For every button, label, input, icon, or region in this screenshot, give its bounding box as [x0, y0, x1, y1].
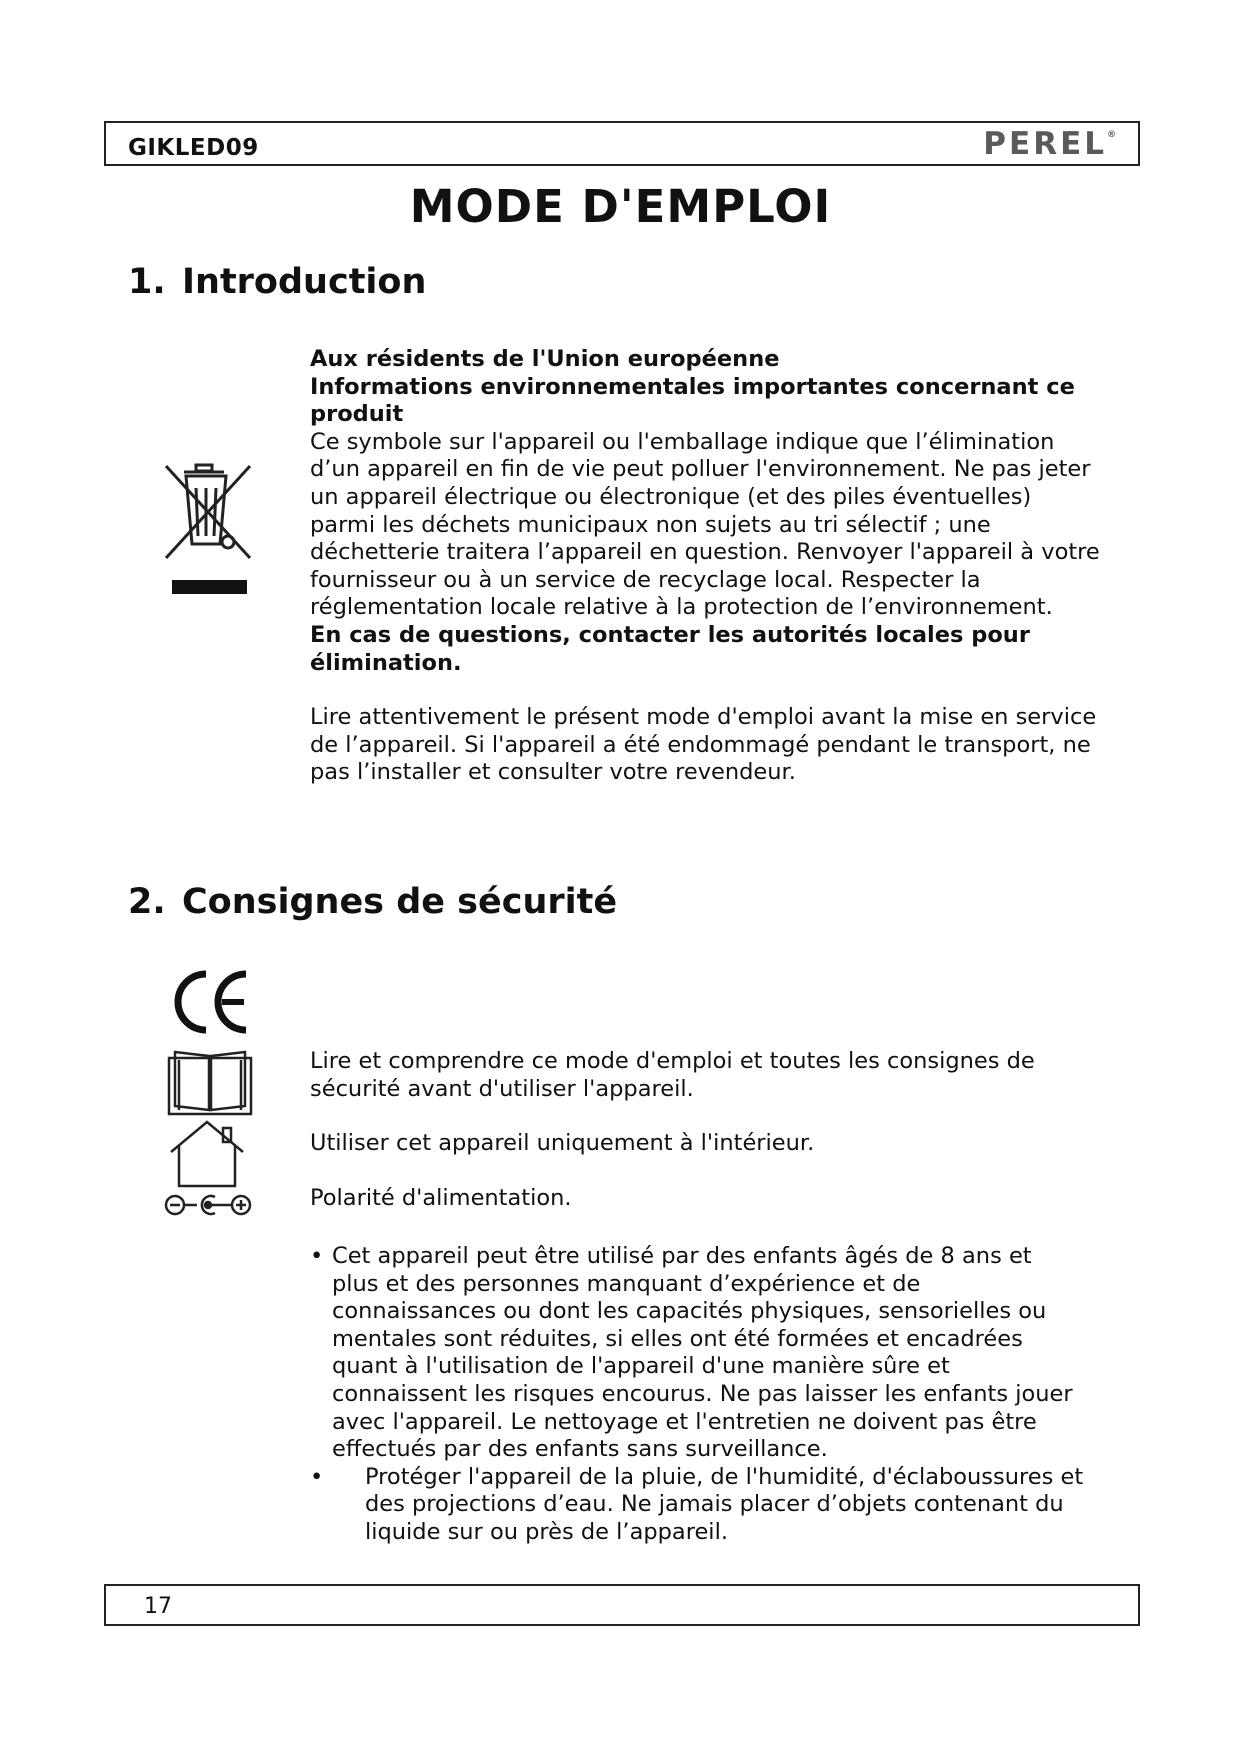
model-number: GIKLED09 — [128, 135, 259, 161]
safety-bullet-item: • Protéger l'appareil de la pluie, de l'humidité, d'éclaboussures et des projections d’eau. Ne jamais placer d’objets contenant du liquide sur ou près de l’appareil. — [310, 1463, 1084, 1545]
page-footer — [104, 1584, 1140, 1626]
manual-instruction-text: Lire et comprendre ce mode d'emploi et toutes les consignes de sécurité avant d'utiliser l'appareil. — [310, 1048, 1035, 1102]
indoor-use-text: Utiliser cet appareil uniquement à l'intérieur. — [310, 1130, 815, 1156]
indoor-use-house-icon — [165, 1118, 250, 1190]
ce-mark-icon — [170, 968, 255, 1036]
perel-logo: PEREL® — [983, 126, 1116, 162]
polarity-text: Polarité d'alimentation. — [310, 1185, 572, 1211]
environmental-info-heading: Informations environnementales importantes concernant ce produit — [310, 373, 1075, 428]
section-heading-safety: 2. Consignes de sécurité — [128, 882, 618, 922]
section-heading-introduction: 1. Introduction — [128, 262, 427, 302]
safety-bullet-list — [310, 1243, 1110, 1547]
page-number: 17 — [144, 1594, 172, 1619]
eu-residents-heading: Aux résidents de l'Union européenne — [310, 346, 780, 372]
read-manual-notice: Lire attentivement le présent mode d'emploi avant la mise en service de l’appareil. Si l'appareil a été endommagé pendant le transport, ne pas l’installer et consulter votre revendeur. — [310, 704, 1097, 786]
power-polarity-icon — [163, 1190, 253, 1220]
contact-authorities-text: En cas de questions, contacter les autorités locales pour élimination. — [310, 621, 1030, 676]
page-header — [104, 121, 1140, 166]
page-title: MODE D'EMPLOI — [409, 180, 832, 233]
weee-crossed-bin-icon — [162, 460, 257, 600]
read-manual-book-icon — [165, 1050, 255, 1120]
safety-bullet-item: • Cet appareil peut être utilisé par des enfants âgés de 8 ans et plus et des personnes manquant d’expérience et de connaissances ou dont les capacités physiques, sensorielles ou mentales sont réduites, si elles ont été formées et encadrées quant à l'utilisation de l'appareil d'une manière sûre et connaissent les risques encourus. Ne pas laisser les enfants jouer avec l'appareil. Le nettoyage et l'entretien ne doivent pas être effectués par des enfants sans surveillance. — [310, 1243, 1073, 1463]
section1-text — [310, 346, 1100, 787]
weee-paragraph: Ce symbole sur l'appareil ou l'emballage indique que l’élimination d’un appareil en fin de vie peut polluer l'environnement. Ne pas jeter un appareil électrique ou électronique (et des piles éventuelles) parmi les déchets municipaux non sujets au tri sélectif ; une déchetterie traitera l’appareil en question. Renvoyer l'appareil à votre fournisseur ou à un service de recyclage local. Respecter la réglementation locale relative à la protection de l’environnement. — [310, 428, 1100, 621]
